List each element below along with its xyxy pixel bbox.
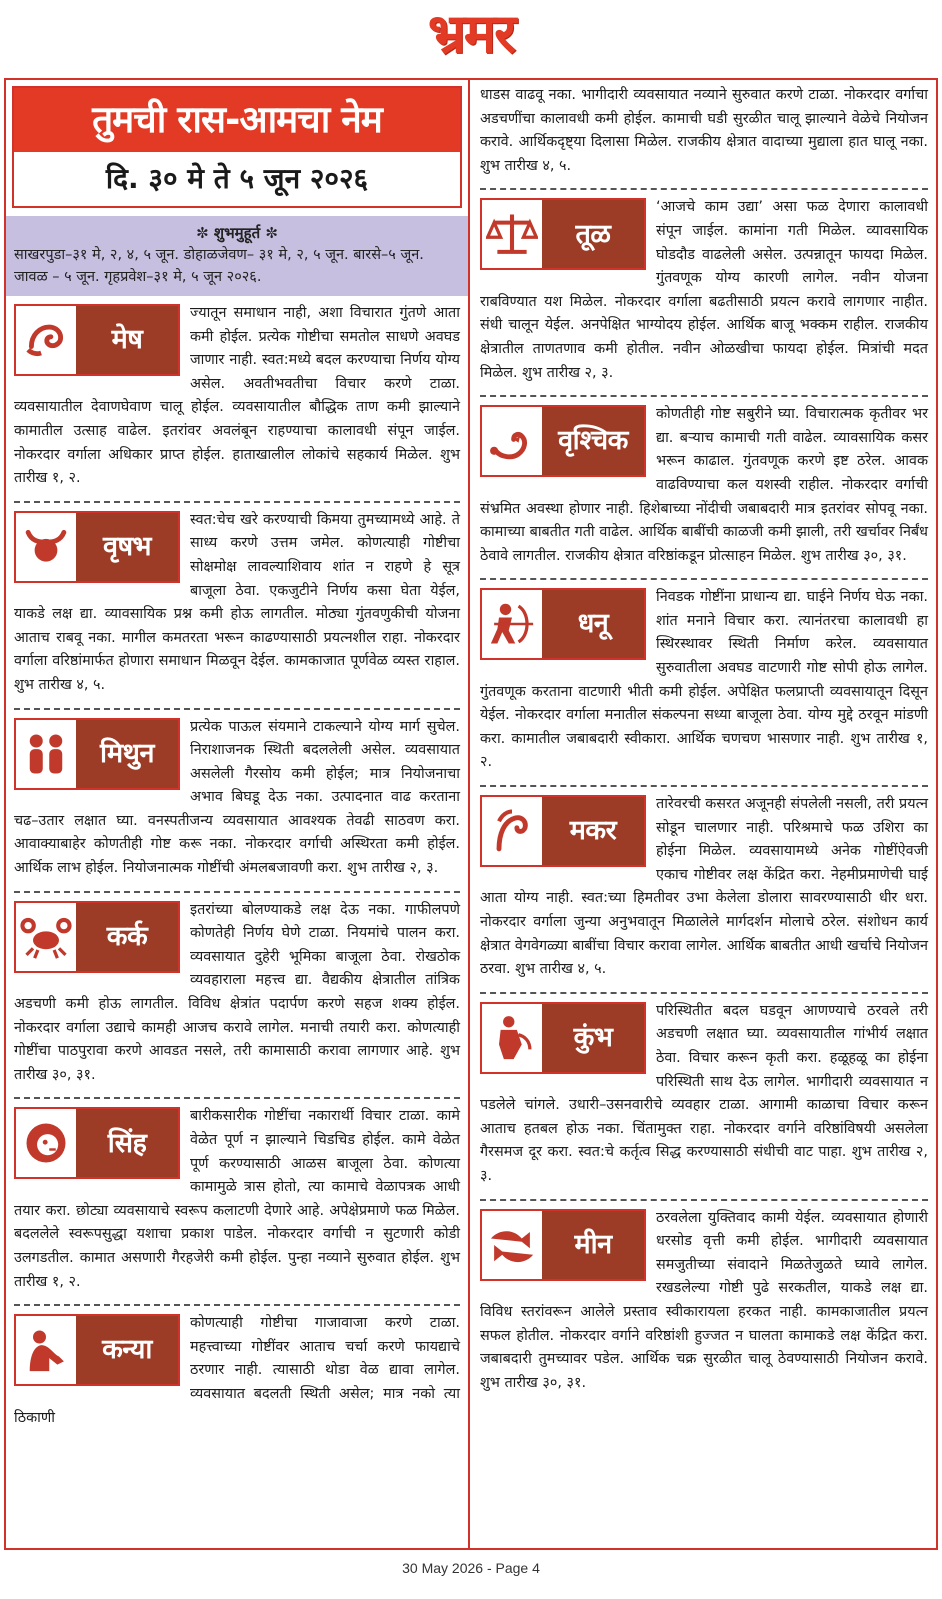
sign-block (472, 994, 936, 1193)
left-signs-list (6, 296, 468, 1434)
sign-forecast-text: कोणत्याही गोष्टीचा गाजावाजा करणे टाळा. महत्त्वाच्या गोष्टींवर आताच चर्चा करणे फायद्याचे ठरणार नाही. त्यासाठी थोडा वेळ द्यावा लागेल. व्यवसायात बदलती स्थिती असेल; मात्र नको त्या ठिकाणी (14, 1315, 460, 1426)
scorpion-icon (482, 407, 542, 475)
sign-name: मेष (76, 306, 178, 374)
sign-header (480, 1209, 646, 1281)
sign-name: कर्क (76, 903, 178, 971)
sign-block (6, 893, 468, 1092)
newspaper-logo: भ्रमर (427, 2, 515, 65)
sign-name: कन्या (76, 1316, 178, 1384)
sign-forecast-text: निवडक गोष्टींना प्राधान्य द्या. घाईने निर्णय घेऊ नका. शांत मनाने विचार करा. त्यानंतरचा कालावधी हा स्थिरस्थावर स्थिती निर्माण करेल. व्यवसायात सुरुवातीला अवघड वाटणारी गोष्ट सोपी होऊ लागेल. गुंतवणूक करताना वाटणारी भीती कमी होईल. अपेक्षित फलप्राप्ती व्यवसायातून दिसून येईल. नोकरदार वर्गाला मनातील संकल्पना सध्या बाजूला ठेवा. योग्य मुद्दे ठरवून मांडणी करा. कामातील जबाबदारी स्वीकारा. आर्थिक चणचण भासणार नाही. शुभ तारीख १, २. (480, 589, 928, 771)
water-bearer-icon (482, 1004, 542, 1072)
crab-icon (16, 903, 76, 971)
fish-icon (482, 1211, 542, 1279)
auspicious-dates-heading: ✼ शुभमुहूर्त ✼ (196, 224, 278, 242)
sign-forecast-text: ज्यातून समाधान नाही, अशा विचारात गुंतणे आता कमी होईल. प्रत्येक गोष्टीचा समतोल साधणे अवघड जाणार नाही. स्वत:मध्ये बदल करण्याचा निर्णय योग्य असेल. अवतीभवतीचा विचार करणे टाळा. व्यवसायातील देवाणघेवाण चालू होईल. व्यवसायातील बौद्धिक ताण कमी झाल्याने कामातील उत्साह वाढेल. इतरांवर अवलंबून राहण्याचा कालावधी संपून जाईल. नोकरदार वर्गाला अधिकार प्राप्त होईल. हाताखालील लोकांचे सहकार्य मिळेल. शुभ तारीख १, २. (14, 305, 460, 487)
title-box (12, 86, 462, 208)
sign-forecast-text: प्रत्येक पाऊल संयमाने टाकल्याने योग्य मार्ग सुचेल. निराशाजनक स्थिती बदललेली असेल. व्यवसायात असलेली गैरसोय कमी होईल; मात्र नियोजनाचा अभाव बिघडू देऊ नका. उत्पादनात वाढ करताना चढ–उतार लक्षात घ्या. वनस्पतीजन्य व्यवसायात आवश्यक तेवढी साठवण करा. आवाक्याबाहेर कोणतीही गोष्ट करू नका. नोकरदार वर्गाची अस्थिरता कमी होईल. आर्थिक लाभ होईल. नियोजनात्मक गोष्टींची अंमलबजावणी करा. शुभ तारीख २, ३. (14, 718, 460, 877)
sign-header (14, 901, 180, 973)
sign-block (472, 397, 936, 572)
auspicious-dates-text: साखरपुडा–३१ मे, २, ४, ५ जून. डोहाळजेवण– ३१ मे, २, ५ जून. बारसे–५ जून. जावळ – ५ जून. गृहप्रवेश–३१ मे, ५ जून २०२६. (14, 247, 424, 285)
sign-name: मकर (542, 797, 644, 865)
twins-icon (16, 720, 76, 788)
sign-header (480, 1002, 646, 1074)
sign-block (472, 580, 936, 779)
sign-forecast-text: बारीकसारीक गोष्टींचा नकारार्थी विचार टाळा. कामे वेळेत पूर्ण न झाल्याने चिडचिड होईल. कामे वेळेत पूर्ण करण्यासाठी आळस बाजूला ठेवा. कोणत्या कामामुळे त्रास होतो, त्या कामाचे वेळापत्रक आधी तयार करा. छोट्या व्यवसायाचे स्वरूप कलाटणी देणारे आहे. अपेक्षेप्रमाणे फळ मिळेल. बदललेले स्वरूपसुद्धा यशाचा प्रकाश पाडेल. नोकरदार वर्गाची न सुटणारी कोडी उलगडतील. कामात असणारी गैरहजेरी कमी होईल. पुन्हा नव्याने सुरुवात होईल. शुभ तारीख १, २. (14, 1108, 460, 1290)
sign-forecast-text: कोणतीही गोष्ट सबुरीने घ्या. विचारात्मक कृतीवर भर द्या. बऱ्याच कामाची गती वाढेल. व्यावसायिक कसर भरून काढाल. गुंतवणूक करणे इष्ट ठरेल. आवक वाढविण्याचा कल यशस्वी राहील. नोकरदार वर्गाची संभ्रमित अवस्था होणार नाही. हिशेबाच्या नोंदीची जबाबदारी मात्र इतरांवर सोपवू नका. कामाच्या बाबतीत गती वाढेल. आर्थिक बाबींची काळजी कमी झाली, तरी खर्चावर निर्बंध ठेवावे लागतील. राजकीय क्षेत्रात वरिष्ठांकडून प्रोत्साहन मिळेल. शुभ तारीख ३०, ३१. (480, 406, 928, 564)
sign-block (472, 1201, 936, 1400)
continued-text-body: धाडस वाढवू नका. भागीदारी व्यवसायात नव्याने सुरुवात करणे टाळा. नोकरदार वर्गाचा अडचणींचा कालावधी कमी होईल. कामाची घडी सुरळीत चालू झाल्याने वेळेचे नियोजन करावे. आर्थिकदृष्ट्या दिलासा मिळेल. राजकीय क्षेत्रात वादाच्या मुद्याला हात घालू नका. शुभ तारीख ४, ५. (480, 87, 928, 174)
sign-forecast-text: परिस्थितीत बदल घडवून आणण्याचे ठरवले तरी अडचणी लक्षात घ्या. व्यवसायातील गांभीर्य लक्षात ठेवा. विचार करून कृती करा. हळूहळू का होईना परिस्थिती साथ देऊ लागेल. भागीदारी व्यवसायात न पडलेले चांगले. उधारी–उसनवारीचे व्यवहार टाळा. आगामी काळाचा विचार करून आताच हतबल होऊ नका. चिंतामुक्त राहा. नोकरदार वर्गाने वरिष्ठांविषयी असलेला गैरसमज दूर करा. स्वत:चे कर्तृत्व सिद्ध करण्यासाठी संधीची वाट पाहा. शुभ तारीख २, ३. (480, 1002, 928, 1184)
sign-block (472, 190, 936, 389)
sign-block (6, 503, 468, 702)
sign-forecast-text: स्वत:चेच खरे करण्याची किमया तुमच्यामध्ये आहे. ते साध्य करणे उत्तम जमेल. कोणत्याही गोष्टीचा सोक्षमोक्ष लावल्याशिवाय शांत न राहणे हे सूत्र बाजूला ठेवा. एकजुटीने निर्णय कसा घेता येईल, याकडे लक्ष द्या. व्यावसायिक प्रश्न कमी होऊ लागतील. मोठ्या गुंतवणुकीची योजना आताच राबवू नका. मागील कमतरता भरून काढण्यासाठी प्रयत्नशील राहा. नोकरदार वर्गाला वरिष्ठांमार्फत होणारा समाधान मिळवून देईल. कामकाजात पूर्णवेळ व्यस्त राहाल. शुभ तारीख ४, ५. (14, 511, 460, 693)
bull-icon (16, 513, 76, 581)
sign-header (480, 198, 646, 270)
sign-header (14, 1314, 180, 1386)
left-column (6, 80, 470, 1548)
continued-text (472, 80, 936, 182)
sign-name: मीन (542, 1211, 644, 1279)
sign-block (6, 1306, 468, 1434)
sign-forecast-text: तारेवरची कसरत अजूनही संपलेली नसली, तरी प्रयत्न सोडून चालणार नाही. परिश्रमाचे फळ उशिरा का होईना मिळेल. व्यवसायामध्ये अनेक गोष्टींऐवजी एकाच गोष्टीवर लक्ष केंद्रित करा. नेहमीप्रमाणेची घाई आता योग्य नाही. स्वत:च्या हिमतीवर उभा केलेला डोलारा सावरण्यासाठी धीर धरा. नोकरदार वर्गाला जुन्या अनुभवातून मिळालेले मार्गदर्शन मोलाचे ठरेल. संशोधन कार्य क्षेत्रात वेगवेगळ्या बाबींचा विचार करावा लागेल. आर्थिक बाबतीत आधी खर्चाचे नियोजन ठरवा. शुभ तारीख ४, ५. (480, 796, 928, 978)
goat-icon (482, 797, 542, 865)
sign-header (480, 588, 646, 660)
sign-header (14, 304, 180, 376)
sign-header (14, 718, 180, 790)
sign-block (6, 296, 468, 495)
sign-name: सिंह (76, 1109, 178, 1177)
sign-block (6, 710, 468, 885)
sign-name: मिथुन (76, 720, 178, 788)
right-column (472, 80, 936, 1548)
horoscope-page (4, 78, 938, 1550)
sign-name: वृषभ (76, 513, 178, 581)
sign-forecast-text: इतरांच्या बोलण्याकडे लक्ष देऊ नका. गाफीलपणे कोणतेही निर्णय घेणे टाळा. नियमांचे पालन करा. व्यवसायात दुहेरी भूमिका बाजूला ठेवा. रोखठोक व्यवहाराला महत्त्व द्या. वैद्यकीय क्षेत्रातील तांत्रिक अडचणी कमी होऊ लागतील. विविध क्षेत्रांत पदार्पण करणे सहज शक्य होईल. नोकरदार वर्गाला उद्याचे कामही आजच करावे लागेल. मनाची तयारी करा. कोणत्याही गोष्टींचा पाठपुरावा करणे आवडत नसले, तरी कामासाठी करावा लागणार आहे. शुभ तारीख ३०, ३१. (14, 901, 460, 1083)
right-signs-list (472, 190, 936, 1399)
page-title: तुमची रास-आमचा नेम (14, 88, 460, 152)
sign-name: तूळ (542, 200, 644, 268)
archer-icon (482, 590, 542, 658)
masthead (0, 0, 942, 68)
auspicious-dates-box (6, 216, 468, 296)
lion-icon (16, 1109, 76, 1177)
sign-block (472, 787, 936, 986)
sign-header (14, 1107, 180, 1179)
sign-forecast-text: ठरवलेला युक्तिवाद कामी येईल. व्यवसायात होणारी धरसोड वृत्ती कमी होईल. भागीदारी व्यवसायात समजुतीच्या संवादाने मिळतेजुळते घ्यावे लागेल. रखडलेल्या गोष्टी पुढे सरकतील, याकडे लक्ष द्या. विविध स्तरांवरून आलेले प्रस्ताव स्वीकारायला हरकत नाही. कामकाजातील प्रयत्न सफल होतील. नोकरदार वर्गाने वरिष्ठांशी हुज्जत न घालता कामाकडे लक्ष केंद्रित करा. जबाबदारी तुमच्यावर पडेल. आर्थिक चक्र सुरळीत चालू ठेवण्यासाठी नियोजन करावे. शुभ तारीख ३०, ३१. (480, 1209, 928, 1391)
sign-block (6, 1099, 468, 1298)
date-range: दि. ३० मे ते ५ जून २०२६ (14, 152, 460, 206)
sign-header (480, 795, 646, 867)
scales-icon (482, 200, 542, 268)
sign-header (480, 405, 646, 477)
sign-name: धनू (542, 590, 644, 658)
sign-forecast-text: ‘आजचे काम उद्या’ असा फळ देणारा कालावधी संपून जाईल. कामांना गती मिळेल. व्यावसायिक घोडदौड वाढलेली असेल. उत्पन्नातून फायदा मिळेल. गुंतवणूक योग्य कारणी लागेल. नवीन योजना राबविण्यात यश मिळेल. नोकरदार वर्गाला बढतीसाठी प्रयत्न करावे लागणार नाहीत. संधी चालून येईल. अनपेक्षित भाग्योदय होईल. आर्थिक बाजू भक्कम राहील. राजकीय क्षेत्रातील ताणतणाव कमी होतील. नवीन ओळखीचा फायदा होईल. मित्रांची मदत मिळेल. शुभ तारीख २, ३. (480, 199, 928, 381)
maiden-icon (16, 1316, 76, 1384)
sign-name: कुंभ (542, 1004, 644, 1072)
sign-name: वृश्चिक (542, 407, 644, 475)
page-footer: 30 May 2026 - Page 4 (402, 1560, 540, 1576)
sign-header (14, 511, 180, 583)
ram-icon (16, 306, 76, 374)
